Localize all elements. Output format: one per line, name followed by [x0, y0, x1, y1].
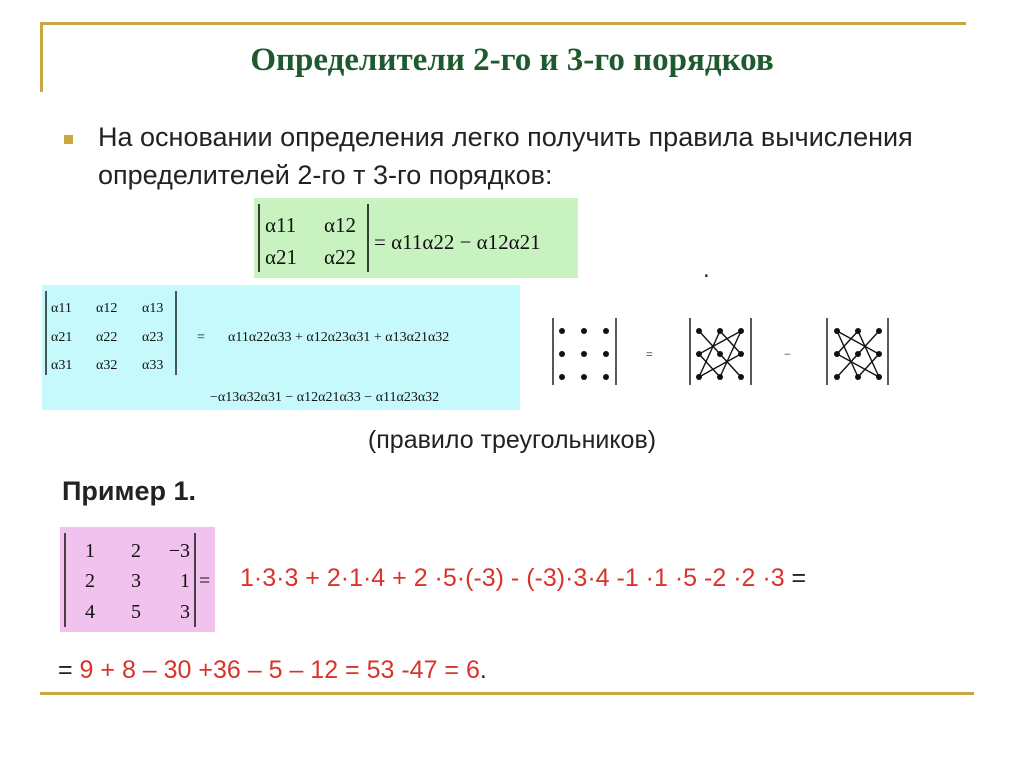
example-matrix-equals: = — [199, 570, 211, 592]
det3-cell-11: α11 — [51, 301, 72, 316]
page-title: Определители 2-го и 3-го порядков — [250, 42, 774, 78]
frame-top-line — [40, 22, 966, 25]
det3-cell-22: α22 — [96, 330, 118, 345]
det3-cell-23: α23 — [142, 330, 164, 345]
frame-bottom-line — [40, 692, 974, 695]
det3-cell-32: α32 — [96, 358, 118, 373]
intro-text: На основании определения легко получить правила вычисления определителей 2-го т 3-го порядков: — [98, 122, 913, 190]
det2-cell-21: α21 — [265, 245, 298, 269]
example-title: Пример 1. — [62, 476, 196, 506]
det2-cell-22: α22 — [324, 245, 357, 269]
bullet-square-icon — [64, 135, 73, 144]
det3-rhs-negative: −α13α32α31 − α12α21α33 − α11α23α32 — [210, 390, 440, 405]
example-cell-31: 4 — [85, 601, 95, 623]
det2-formula — [254, 198, 578, 278]
det3-formula — [42, 285, 520, 410]
example-cell-21: 2 — [85, 570, 95, 592]
det3-cell-31: α31 — [51, 358, 73, 373]
det2-cell-12: α12 — [324, 213, 357, 237]
calculation-result-prefix: = — [58, 656, 80, 684]
example-cell-12: 2 — [131, 540, 141, 562]
diagram-equals: = — [646, 347, 653, 361]
calculation-expression: 1·3·3 + 2·1·4 + 2 ·5·(-3) - (-3)·3·4 -1 ·1 ·5 -2 ·2 ·3 — [240, 564, 785, 592]
calculation-equals: = — [784, 564, 807, 592]
det3-equals: = — [197, 330, 205, 345]
det3-cell-21: α21 — [51, 330, 73, 345]
det3-cell-13: α13 — [142, 301, 164, 316]
det2-rhs: = α11α22 − α12α21 — [374, 230, 541, 254]
calculation-result-suffix: . — [479, 656, 487, 684]
det3-cell-12: α12 — [96, 301, 118, 316]
rule-caption: (правило треугольников) — [367, 426, 657, 454]
det3-rhs-positive: α11α22α33 + α12α23α31 + α13α21α32 — [228, 330, 450, 345]
det2-cell-11: α11 — [265, 213, 297, 237]
calculation-line-2 — [58, 656, 487, 685]
calculation-line-1 — [240, 564, 806, 593]
example-cell-13: −3 — [168, 540, 190, 562]
example-cell-23: 1 — [180, 570, 190, 592]
example-matrix — [60, 527, 215, 632]
example-cell-22: 3 — [131, 570, 141, 592]
example-cell-33: 3 — [180, 601, 190, 623]
triangle-rule-diagram — [548, 315, 893, 390]
diagram-minus: − — [784, 347, 791, 361]
calculation-result: 9 + 8 – 30 +36 – 5 – 12 = 53 -47 = 6 — [79, 656, 480, 684]
example-cell-32: 5 — [131, 601, 141, 623]
trailing-dot: . — [703, 256, 710, 283]
example-cell-11: 1 — [85, 540, 95, 562]
det3-cell-33: α33 — [142, 358, 164, 373]
